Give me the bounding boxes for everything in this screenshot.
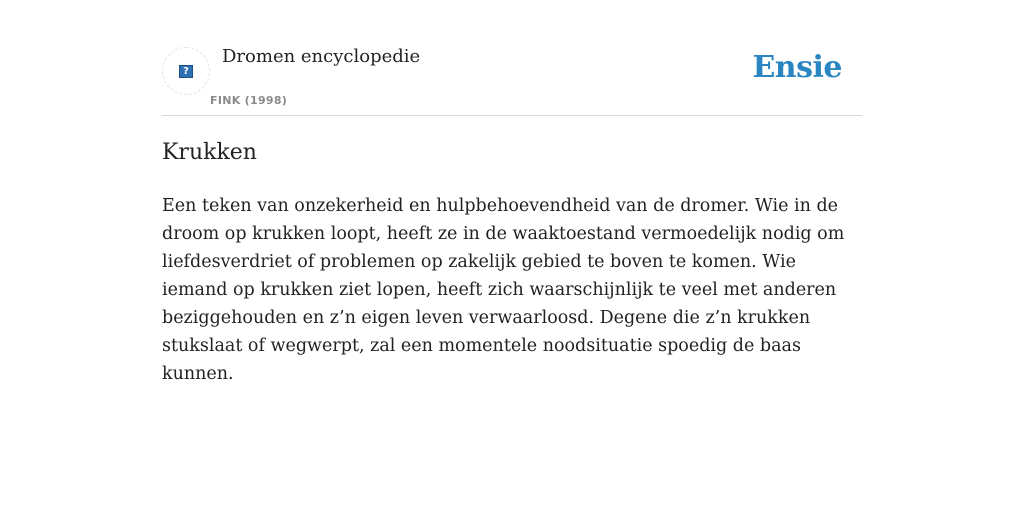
entry-title: Krukken	[162, 140, 257, 165]
unknown-image-icon: ?	[179, 65, 193, 78]
entry-body: Een teken van onzekerheid en hulpbehoevendheid van de dromer. Wie in de droom op krukken loopt, heeft ze in de waaktoestand vermoedelijk nodig om liefdesverdriet of problemen op zakelijk gebied te boven te komen. Wie iemand op krukken ziet lopen, heeft zich waarschijnlijk te veel met anderen beziggehouden en z’n eigen leven verwaarloosd. Degene die z’n krukken stukslaat of wegwerpt, zal een momentele noodsituatie spoedig de baas kunnen.	[162, 196, 845, 384]
source-title-link[interactable]: Dromen encyclopedie	[222, 46, 421, 67]
source-header	[162, 0, 862, 116]
brand-logo[interactable]: Ensie	[752, 50, 842, 85]
source-meta: FINK (1998)	[210, 94, 288, 107]
page-container	[162, 0, 862, 384]
source-avatar[interactable]	[162, 47, 210, 95]
